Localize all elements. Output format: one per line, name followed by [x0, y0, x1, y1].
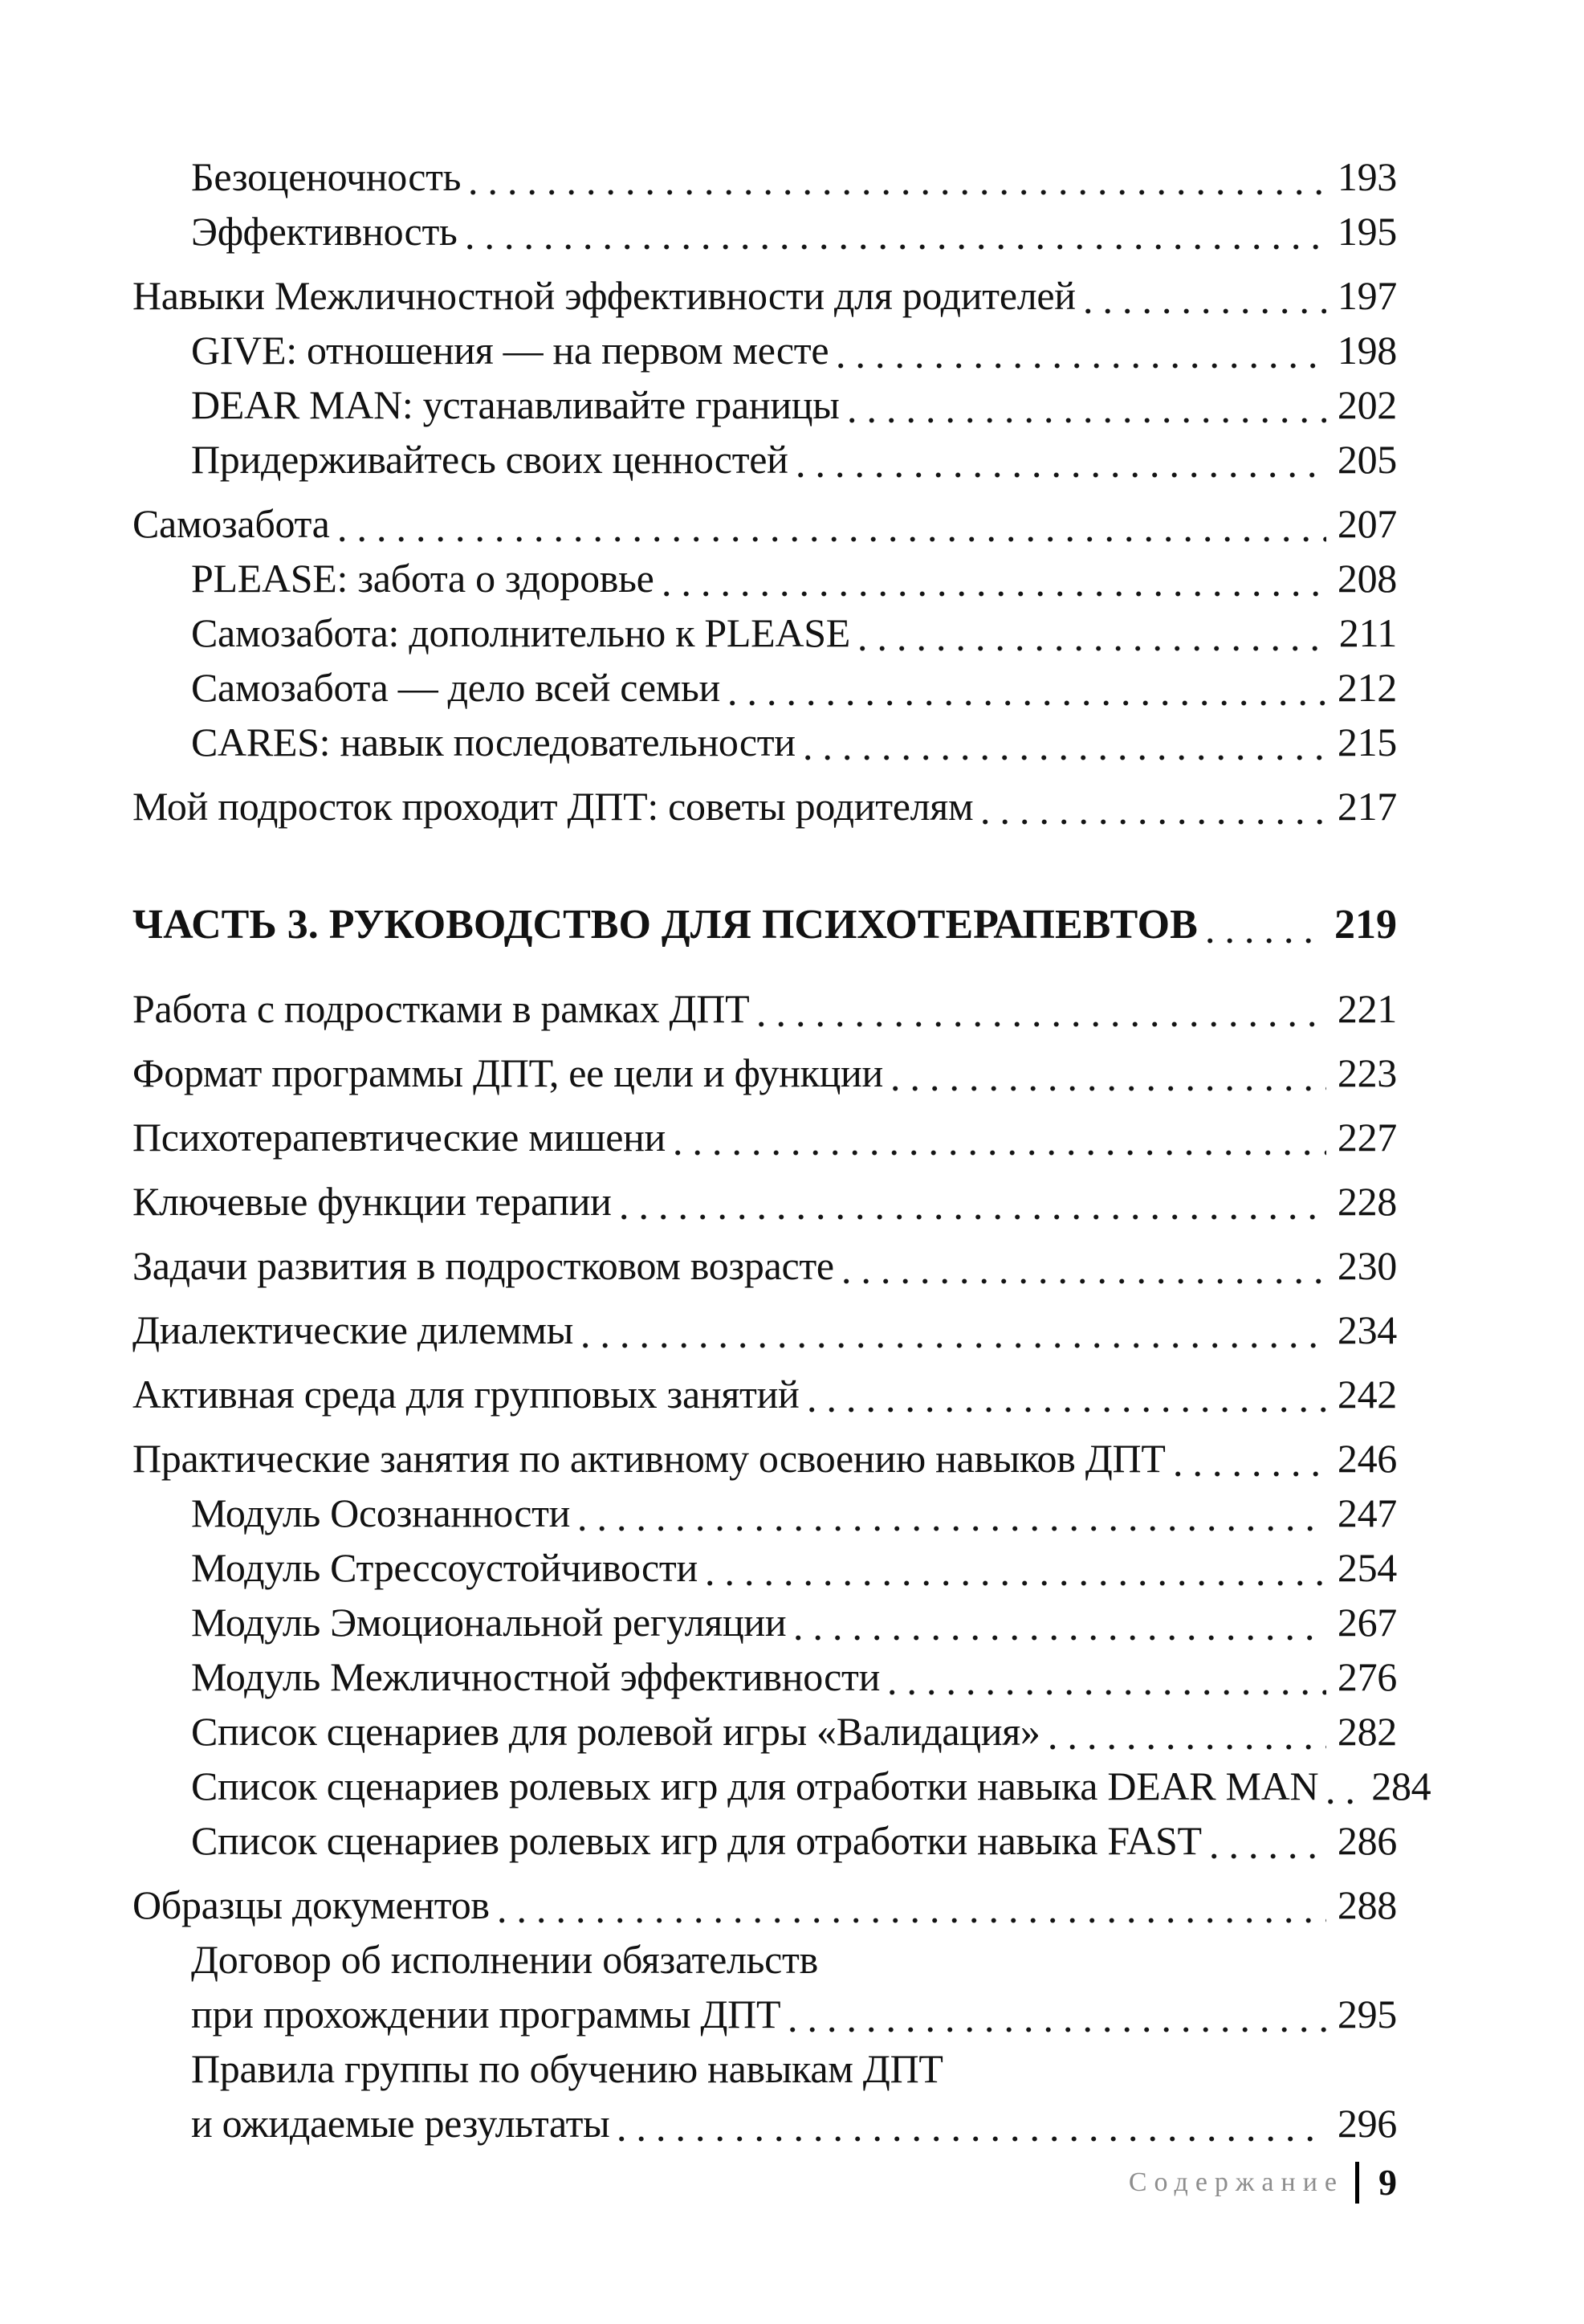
toc-entry: [132, 432, 1397, 487]
toc-entry-page: 208: [1337, 556, 1397, 601]
toc-entry-label: Договор об исполнении обязательств: [191, 1937, 818, 1982]
toc-entry-label: Самозабота: дополнительно к PLEASE: [191, 610, 850, 655]
toc-entry-page: 211: [1338, 610, 1397, 655]
toc-entry-page: 221: [1337, 986, 1397, 1031]
dot-leader: [1085, 308, 1326, 315]
toc-entry-label: Модуль Стрессоустойчивости: [191, 1545, 698, 1590]
toc-entry: [132, 149, 1397, 204]
toc-entry-page: 254: [1337, 1545, 1397, 1590]
toc-entry-page: 205: [1337, 437, 1397, 482]
toc-part-header: [132, 891, 1397, 959]
dot-leader: [796, 1634, 1326, 1641]
page-footer: [1129, 2162, 1397, 2204]
toc-entry: [132, 1486, 1397, 1540]
toc-entry-label: Формат программы ДПТ, ее цели и функции: [132, 1050, 883, 1095]
toc-entry-label: Список сценариев ролевых игр для отработки навыка FAST: [191, 1818, 1202, 1863]
toc-entry-label: и ожидаемые результаты: [191, 2101, 610, 2146]
toc-entry: [132, 779, 1397, 834]
toc-entry-page: 296: [1337, 2101, 1397, 2146]
toc-entry-page: 219: [1334, 902, 1397, 948]
toc-entry: [132, 1878, 1397, 1932]
toc-entry-label: Модуль Межличностной эффективности: [191, 1654, 881, 1699]
toc-entry-label: Придерживайтесь своих ценностей: [191, 437, 788, 482]
toc-entry: [132, 268, 1397, 323]
toc-entry: [132, 1704, 1397, 1759]
toc-entry: [132, 1238, 1397, 1293]
dot-leader: [809, 1406, 1326, 1413]
toc-entry: [132, 1595, 1397, 1649]
toc-entry: [132, 2096, 1397, 2151]
dot-leader: [583, 1342, 1326, 1349]
toc-entry: [132, 1987, 1397, 2041]
dot-leader: [1207, 937, 1323, 944]
toc-entry-page: 284: [1371, 1763, 1431, 1808]
toc-entry-label: Ключевые функции терапии: [132, 1179, 612, 1224]
toc-entry-label: Правила группы по обучению навыкам ДПТ: [191, 2046, 943, 2091]
toc-entry-label: Работа с подростками в рамках ДПТ: [132, 986, 750, 1031]
toc-entry-label: Образцы документов: [132, 1882, 490, 1927]
toc-entry-page: 288: [1337, 1882, 1397, 1927]
toc-entry-page: 267: [1337, 1600, 1397, 1645]
toc-entry: [132, 1110, 1397, 1164]
toc-entry-label: CARES: навык последовательности: [191, 720, 796, 764]
dot-leader: [890, 1689, 1326, 1696]
toc-entry: [132, 715, 1397, 769]
toc-entry-page: 247: [1337, 1490, 1397, 1535]
dot-leader: [707, 1580, 1326, 1587]
toc-entry-page: 295: [1337, 1992, 1397, 2037]
footer-page-number: 9: [1378, 2162, 1397, 2203]
dot-leader: [580, 1525, 1326, 1532]
toc-entry-page: 212: [1337, 665, 1397, 710]
toc-entry: [132, 2041, 1397, 2096]
toc-entry-page: 223: [1337, 1050, 1397, 1095]
dot-leader: [340, 536, 1326, 543]
dot-leader: [805, 754, 1326, 761]
dot-leader: [798, 471, 1326, 479]
dot-leader: [1211, 1853, 1326, 1860]
toc-entry: [132, 1431, 1397, 1486]
toc-entry-page: 276: [1337, 1654, 1397, 1699]
toc-entry: [132, 204, 1397, 259]
dot-leader: [860, 645, 1328, 652]
toc-entry-label: GIVE: отношения — на первом месте: [191, 328, 829, 373]
toc-entry-label: Модуль Осознанности: [191, 1490, 571, 1535]
toc-entry: [132, 551, 1397, 605]
toc-entry-label: PLEASE: забота о здоровье: [191, 556, 654, 601]
dot-leader: [983, 818, 1326, 826]
toc-entry-page: 207: [1337, 501, 1397, 546]
toc-entry-page: 215: [1337, 720, 1397, 764]
toc-entry-page: 246: [1337, 1436, 1397, 1481]
toc-entry-label: Мой подросток проходит ДПТ: советы родителям: [132, 784, 974, 829]
toc-entry-label: Безоценочность: [191, 154, 462, 199]
toc-entry-label: Список сценариев ролевых игр для отработки навыка DEAR MAN: [191, 1763, 1319, 1808]
toc-entry: [132, 1649, 1397, 1704]
toc-entry-page: 282: [1337, 1709, 1397, 1754]
toc-entry-page: 242: [1337, 1372, 1397, 1417]
dot-leader: [844, 1278, 1326, 1285]
toc-entry-label: при прохождении программы ДПТ: [191, 1992, 781, 2037]
toc-entry-page: 227: [1337, 1115, 1397, 1160]
dot-leader: [675, 1149, 1326, 1156]
toc-entry-page: 195: [1337, 209, 1397, 254]
toc-entry-label: ЧАСТЬ 3. РУКОВОДСТВО ДЛЯ ПСИХОТЕРАПЕВТОВ: [132, 902, 1198, 948]
dot-leader: [499, 1917, 1326, 1924]
toc-entry: [132, 1174, 1397, 1229]
toc-entry: [132, 1367, 1397, 1421]
toc-entry-page: 286: [1337, 1818, 1397, 1863]
toc-entry: [132, 1932, 1397, 1987]
toc-entry-label: Задачи развития в подростковом возрасте: [132, 1243, 834, 1288]
toc-entry: [132, 1046, 1397, 1100]
toc-entry-page: 234: [1337, 1307, 1397, 1352]
toc-entry-label: DEAR MAN: устанавливайте границы: [191, 382, 840, 427]
toc-entry-page: 228: [1337, 1179, 1397, 1224]
dot-leader: [621, 1213, 1326, 1221]
toc-entry-page: 202: [1337, 382, 1397, 427]
toc-entry-label: Диалектические дилеммы: [132, 1307, 574, 1352]
toc-list: [132, 149, 1431, 2151]
toc-entry-label: Эффективность: [191, 209, 458, 254]
toc-entry-page: 217: [1337, 784, 1397, 829]
toc-entry: [132, 1759, 1431, 1813]
toc-entry-label: Практические занятия по активному освоению навыков ДПТ: [132, 1436, 1166, 1481]
dot-leader: [849, 417, 1326, 424]
dot-leader: [470, 189, 1326, 196]
dot-leader: [730, 699, 1326, 707]
dot-leader: [790, 2026, 1326, 2033]
toc-entry-label: Список сценариев для ролевой игры «Валидация»: [191, 1709, 1040, 1754]
toc-entry-label: Самозабота — дело всей семьи: [191, 665, 721, 710]
dot-leader: [838, 362, 1326, 369]
toc-entry: [132, 660, 1397, 715]
toc-entry-label: Самозабота: [132, 501, 330, 546]
toc-entry: [132, 981, 1397, 1036]
toc-entry: [132, 1813, 1397, 1868]
dot-leader: [664, 590, 1326, 597]
toc-entry: [132, 323, 1397, 377]
toc-entry: [132, 1540, 1397, 1595]
toc-entry-page: 197: [1337, 273, 1397, 318]
toc-entry-label: Навыки Межличностной эффективности для родителей: [132, 273, 1076, 318]
dot-leader: [893, 1085, 1326, 1092]
dot-leader: [759, 1021, 1326, 1028]
toc-entry: [132, 377, 1397, 432]
toc-entry-page: 193: [1337, 154, 1397, 199]
toc-entry-label: Модуль Эмоциональной регуляции: [191, 1600, 787, 1645]
toc-entry: [132, 1303, 1397, 1357]
dot-leader: [467, 243, 1326, 251]
toc-entry: [132, 496, 1397, 551]
toc-entry-page: 198: [1337, 328, 1397, 373]
footer-divider-bar: [1355, 2162, 1359, 2204]
dot-leader: [619, 2135, 1325, 2143]
toc-entry-label: Психотерапевтические мишени: [132, 1115, 666, 1160]
toc-entry-page: 230: [1337, 1243, 1397, 1288]
footer-section-label: Содержание: [1128, 2167, 1344, 2197]
dot-leader: [1175, 1470, 1326, 1478]
dot-leader: [1328, 1798, 1360, 1805]
toc-entry-label: Активная среда для групповых занятий: [132, 1372, 800, 1417]
dot-leader: [1050, 1743, 1326, 1751]
toc-entry: [132, 605, 1397, 660]
